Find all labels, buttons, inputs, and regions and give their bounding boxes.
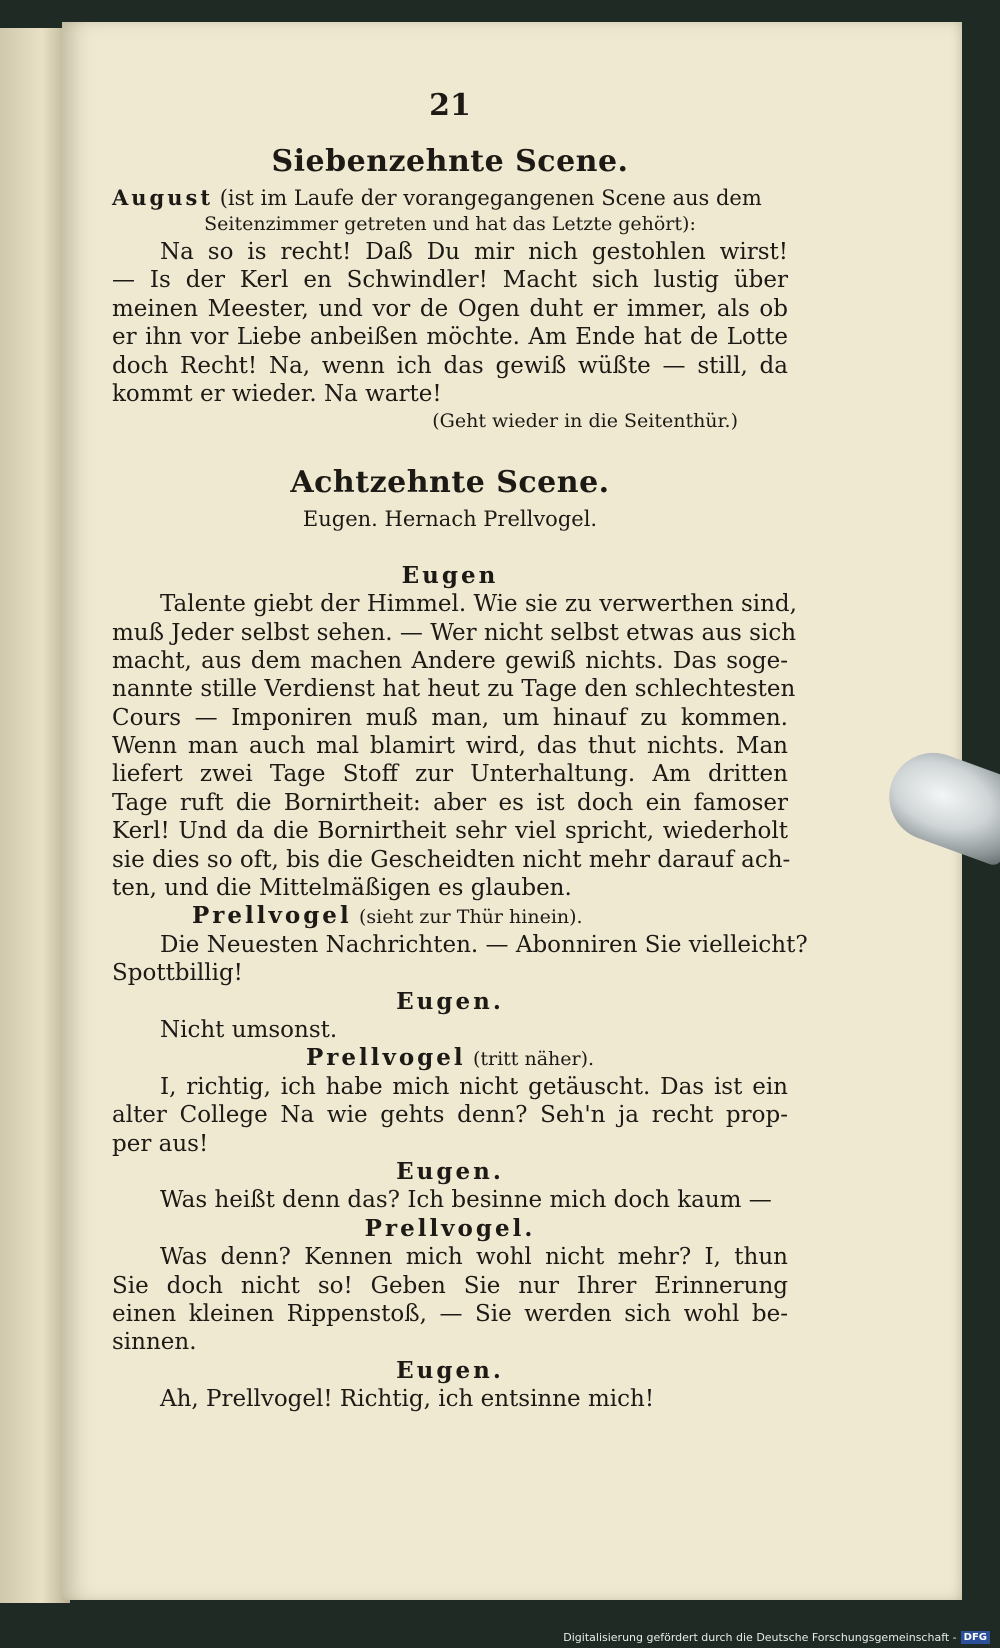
stage-direction-line: Seitenzimmer getreten und hat das Letzte gehört): [204, 213, 696, 235]
dialogue-line: doch Recht! Na, wenn ich das gewiß wüßte — still, da [112, 352, 788, 379]
dialogue-line: Ah, Prellvogel! Richtig, ich entsinne mich! [160, 1386, 655, 1413]
dialogue-line: macht, aus dem machen Andere gewiß nichts. Das soge- [112, 647, 788, 674]
speaker-line [112, 1044, 788, 1072]
dialogue-line: meinen Meester, und vor de Ogen duht er immer, als ob [112, 295, 788, 322]
dialogue-line: Wenn man auch mal blamirt wird, das thut nichts. Man [112, 733, 788, 760]
dialogue-line: Cours — Imponiren muß man, um hinauf zu kommen. [112, 704, 788, 731]
dialogue-line: alter College Na wie gehts denn? Seh'n ja recht prop- [112, 1102, 788, 1129]
dialogue-line: sie dies so oft, bis die Gescheidten nicht mehr darauf ach- [112, 846, 791, 873]
speaker-name: Eugen. [396, 1356, 504, 1384]
dialogue-line: Was denn? Kennen mich wohl nicht mehr? I, thun [160, 1244, 788, 1271]
facing-page-edge [0, 28, 70, 1603]
dialogue-line: Na so is recht! Daß Du mir nich gestohlen wirst! [160, 239, 788, 265]
stage-direction-line [112, 184, 788, 211]
digitization-footer [563, 1631, 990, 1644]
dialogue-line: liefert zwei Tage Stoff zur Unterhaltung. Am dritten [112, 761, 788, 788]
dialogue-line: Tage ruft die Bornirtheit: aber es ist doch ein famoser [112, 789, 788, 816]
dialogue-line: I, richtig, ich habe mich nicht getäuscht. Das ist ein [160, 1073, 788, 1100]
dialogue-line: Spottbillig! [112, 960, 243, 987]
dialogue-line: Was heißt denn das? Ich besinne mich doch kaum — [160, 1187, 772, 1214]
dialogue-line: Kerl! Und da die Bornirtheit sehr viel spricht, wiederholt [112, 818, 788, 845]
dialogue-line: — Is der Kerl en Schwindler! Macht sich lustig über [112, 267, 788, 294]
dialogue-line: Nicht umsonst. [160, 1016, 338, 1043]
page-number: 21 [429, 88, 471, 123]
dialogue-line: sinnen. [112, 1329, 197, 1356]
dialogue-line: Die Neuesten Nachrichten. — Abonniren Sie vielleicht? [160, 931, 808, 958]
dialogue-line: per aus! [112, 1130, 209, 1157]
scene-17-heading: Siebenzehnte Scene. [271, 144, 629, 179]
scene-18-heading: Achtzehnte Scene. [290, 465, 610, 501]
funding-credit: Digitalisierung gefördert durch die Deutsche Forschungsgemeinschaft - [563, 1631, 957, 1644]
speaker-name: Eugen [401, 561, 499, 589]
speaker-name: Prellvogel. [364, 1214, 536, 1242]
speaker-name: Prellvogel [305, 1044, 466, 1072]
cast-line: Eugen. Hernach Prellvogel. [302, 507, 598, 532]
dialogue-line: er ihn vor Liebe anbeißen möchte. Am Ende hat de Lotte [112, 324, 788, 351]
dialogue-line: muß Jeder selbst sehen. — Wer nicht selbst etwas aus sich [112, 619, 797, 646]
exit-direction: (Geht wieder in die Seitenthür.) [432, 410, 738, 433]
speaker-name: Eugen. [396, 987, 504, 1015]
dialogue-line: ten, und die Mittelmäßigen es glauben. [112, 875, 572, 902]
stage-direction: (tritt näher). [472, 1048, 595, 1071]
speaker-name: August [112, 185, 214, 210]
speaker-name: Eugen. [396, 1157, 504, 1185]
stage-direction: (ist im Laufe der vorangegangenen Scene aus dem [219, 186, 762, 210]
dfg-logo: DFG [961, 1631, 990, 1644]
speaker-line [112, 902, 788, 930]
page-text [112, 88, 808, 1413]
stage-direction: (sieht zur Thür hinein). [359, 906, 583, 929]
speaker-name: Prellvogel [192, 902, 352, 930]
dialogue-line: Talente giebt der Himmel. Wie sie zu verwerthen sind, [160, 591, 797, 618]
dialogue-line: kommt er wieder. Na warte! [112, 380, 442, 407]
dialogue-line: einen kleinen Rippenstoß, — Sie werden sich wohl be- [112, 1300, 788, 1327]
dialogue-line: Sie doch nicht so! Geben Sie nur Ihrer Erinnerung [112, 1272, 788, 1299]
dialogue-line: nannte stille Verdienst hat heut zu Tage den schlechtesten [112, 676, 796, 703]
